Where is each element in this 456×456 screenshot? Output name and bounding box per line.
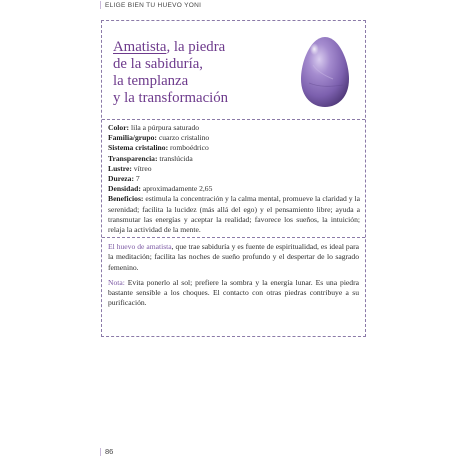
spec-luster (108, 164, 360, 174)
running-head (100, 1, 201, 9)
spec-hardness (108, 174, 360, 184)
stone-card (101, 20, 366, 337)
spec-value: aproximadamente 2,65 (140, 184, 213, 194)
stone-name: Amatista (113, 39, 167, 55)
note-paragraph (108, 278, 359, 309)
amethyst-egg-icon (299, 35, 351, 109)
egg-paragraph-lead: El huevo de amatista (108, 242, 172, 252)
spec-color (108, 123, 360, 133)
note-label: Nota: (108, 277, 125, 287)
title-line2: de la sabiduría, (113, 56, 203, 72)
stone-title (113, 39, 293, 107)
benefits-label: Beneficios: (108, 194, 144, 204)
running-head-bar (100, 1, 101, 9)
spec-label: Familia/grupo: (108, 133, 157, 143)
egg-paragraph (108, 242, 359, 273)
spec-label: Transparencia: (108, 153, 158, 163)
spec-density (108, 184, 360, 194)
spec-benefits (108, 194, 360, 235)
egg-paragraph-text: , que trae sabiduría y es fuente de espiritualidad, es ideal para la meditación; facilita las noches de sueño profundo y el despertar de lo sagrado femenino. (108, 242, 359, 272)
notes-section (104, 238, 363, 315)
benefits-text: estimula la concentración y la calma mental, promueve la claridad y la serenidad; facilita la lucidez (más allá del ego) y el pensamiento libre; ayuda a transmutar las energías y aceptar la realidad; favorece los sueños, la intuición; relaja la actividad de la mente. (108, 194, 360, 235)
spec-crystal-system (108, 143, 360, 153)
page-number: 86 (105, 447, 114, 456)
footer-bar (100, 448, 101, 456)
spec-value: cuarzo cristalino (156, 133, 210, 143)
spec-family (108, 133, 360, 143)
spec-value: lila a púrpura saturado (129, 123, 200, 132)
spec-value: 7 (134, 174, 140, 184)
spec-value: romboédrico (168, 143, 209, 153)
note-text: Evita ponerlo al sol; prefiere la sombra y la energía lunar. Es una piedra bastante sensible a los choques. El contacto con otras piedras contribuye a su purificación. (108, 277, 359, 308)
title-line3: la templanza (113, 73, 189, 89)
title-line4: y la transformación (113, 90, 229, 106)
spec-transparency (108, 154, 360, 164)
specs-list (104, 120, 363, 237)
spec-value: vítreo (131, 163, 152, 173)
title-line1-rest: , la piedra (166, 39, 226, 55)
page-footer (100, 447, 113, 456)
spec-value: translúcida (157, 153, 193, 163)
spec-label: Densidad: (108, 184, 141, 194)
spec-label: Sistema cristalino: (108, 143, 169, 153)
spec-label: Dureza: (108, 174, 135, 184)
running-head-text: ELIGE BIEN TU HUEVO YONI (105, 1, 202, 9)
card-header (104, 21, 363, 119)
spec-label: Lustre: (108, 163, 132, 173)
spec-label: Color: (108, 123, 130, 132)
